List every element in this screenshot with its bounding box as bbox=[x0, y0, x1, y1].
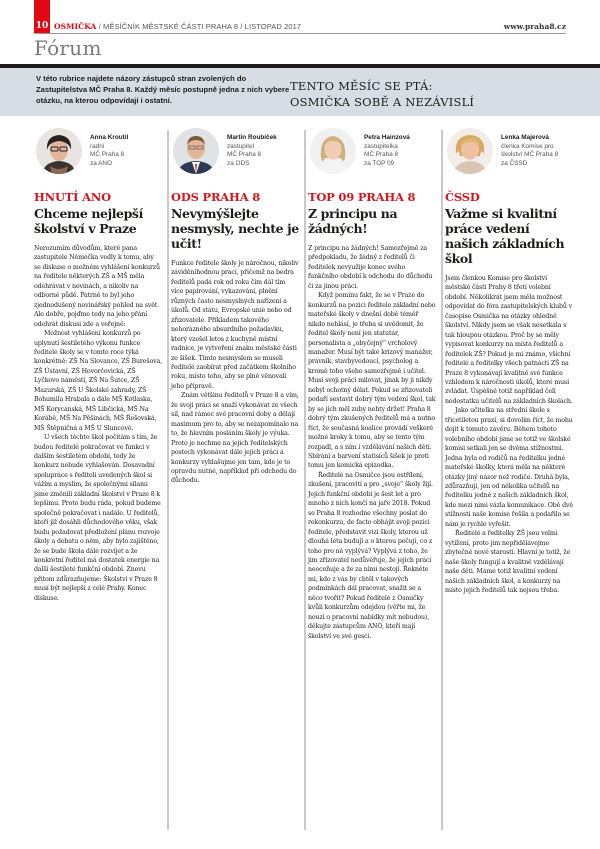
author-name: Anna Kroutil bbox=[90, 134, 129, 141]
author-block bbox=[34, 124, 162, 184]
opinion-column-top09 bbox=[308, 124, 436, 836]
author-photo-icon bbox=[310, 128, 356, 174]
party-name: ČSSD bbox=[445, 190, 480, 204]
paragraph: U všech těchto škol počítám s tím, že budou ředitelé pokračovat ve funkci v dalším šestiletém období, tedy že konkurz nebude vyhlašován. Dosavadní spolupráce s řediteli uvedených škol si vážím a myslím, že společnými silami jsme změnili základní školství v Praze 8 k lepšímu. Proto budu ráda, pokud budeme společně pokračovat i nadále. U ředitelů, kteří již dosáhli důchodového věku, však budu požadovat předložení plánu rozvoje školy a debatu o něm, aby bylo zajištěno, že se bude škola dále rozvíjet a že konkrétní ředitel má dostatek energie na další šestileté funkční období. Znovu přitom zdůrazňujeme: Školství v Praze 8 musí být nejlepší z celé Prahy. Konec diskuse. bbox=[34, 434, 161, 602]
author-role: zastupitel bbox=[227, 142, 254, 150]
publication-subtitle: / MĚSÍČNÍK MĚSTSKÉ ČÁSTI PRAHA 8 / LISTOPAD 2017 bbox=[96, 22, 302, 31]
question-topic: OSMIČKA SOBĚ A NEZÁVISLÍ bbox=[290, 95, 475, 109]
author-photo-icon bbox=[36, 128, 82, 174]
monthly-question bbox=[290, 78, 474, 110]
author-info bbox=[364, 134, 410, 168]
article-headline: Važme si kvalitní práce vedení našich základních škol bbox=[445, 206, 565, 266]
paragraph: Nerozumím důvodům, které pana zastupitele Němečka vedly k tomu, aby se diskuse o možném vyhlášení konkurzů na ředitele některých ZŠ a MŠ měla odehrávat v novinách, a nikoliv na odborné půdě. Patrně to byl jeho zjednodušený novinářský pohled na svět. Ale dobře, pojďme tedy na jeho přání odehrát diskusi zde a veřejně: bbox=[34, 245, 160, 328]
article-body bbox=[34, 244, 162, 603]
paragraph: Ředitelé a ředitelky ZŠ jsou velmi vytížení, proto jim nepřidělávejme zbytečně nové starosti. Hlavní je totiž, že naše školy fungují a kvalitně vzdělávají naše děti. Máme totiž kvalitní vedení našich základních škol, a konkurzy na místo jejich ředitelů tak nejsou třeba. bbox=[445, 530, 571, 594]
header-divider bbox=[34, 33, 566, 34]
intro-box bbox=[0, 64, 600, 116]
brand-name: OSMIČKA bbox=[54, 22, 97, 31]
section-title: Fórum bbox=[34, 36, 102, 60]
avatar bbox=[447, 128, 493, 174]
publication-line bbox=[54, 22, 301, 31]
author-name: Petra Hainzová bbox=[364, 134, 410, 141]
party-name: ODS PRAHA 8 bbox=[171, 190, 261, 204]
author-info bbox=[227, 134, 277, 168]
paragraph: Jako učitelka na střední škole s třicetiletou praxí, si dovolím říct, že mohu dojít k tomuto závěru. Během tohoto volebního období jsme se totiž ve školské komisi setkali jen se dvěma stížnostmi. Jedna byla od rodičů na ředitelku jedné mateřské školky, která měla na některé otázky jiný názor než rodiče. Druhá byla, zdůrazňuji, jen od několika učitelů na ředitelku jedné z našich základních škol, kde mezi nimi vázla komunikace. Obě dvě stížnosti naše komise řešila a podařilo se nám je rychle vyřešit. bbox=[445, 407, 573, 528]
page-number: 10 bbox=[34, 0, 50, 33]
paragraph: Funkce ředitele školy je náročnou, nikoliv záviděníhodnou prací, přičemž na bedra ředitelů padá rok od roku čím dál tím více papírování, vykazování, plnění různých často nesmyslných nařízení a úkolů. Od státu, Evropské unie nebo od zřizovatele. Příkladem takového nehorázného absurdního požadavku, který vzešel letos z kuchyně místní radnice, je vytvoření znaku městské části ze šišek. Tímto nesmyslem se museli ředitelé zaobírat před začátkem školního roku, místo toho, aby se plně věnovali jeho přípravě. bbox=[171, 260, 299, 390]
column-divider bbox=[304, 130, 306, 830]
page-header bbox=[0, 0, 600, 33]
author-block bbox=[308, 124, 436, 184]
opinion-columns bbox=[34, 124, 574, 839]
author-block bbox=[445, 124, 573, 184]
author-party: za ČSSD bbox=[501, 159, 528, 167]
article-headline: Z principu na žádných! bbox=[308, 206, 398, 236]
article-body bbox=[308, 244, 436, 641]
avatar bbox=[310, 128, 356, 174]
question-label: TENTO MĚSÍC SE PTÁ: bbox=[290, 79, 433, 93]
author-photo-icon bbox=[447, 128, 493, 174]
article-body bbox=[171, 259, 299, 486]
party-name: HNUTÍ ANO bbox=[34, 190, 111, 204]
avatar bbox=[173, 128, 219, 174]
avatar bbox=[36, 128, 82, 174]
author-role: členka Komise pro bbox=[501, 142, 554, 150]
paragraph: Jsem členkou Komise pro školství městské části Prahy 8 třetí volební období. Několikrát jsem měla možnost odpovídat do fóra zastupitelských klubů v časopise Osmička na otázky ohledně školství. Nikdy jsem se však nesetkala s tak hloupou otázkou. Proč by se měly vypisovat konkurzy na místa ředitelů a ředitelek ZŠ? Pokud je mi známo, všichni ředitelé a ředitelky všech patnácti ZŠ na Praze 8 vykonávají kvalitně své funkce vzhledem k náročnosti úkolů, které musí zvládat. Úspěšně totiž například čelí nedostatku učitelů na základních školách. bbox=[445, 275, 573, 405]
paragraph: Z principu na žádných! Samozřejmě za předpokladu, že žádný z ředitelů či ředitelek nevyužije konec svého funkčního období k odchodu do důchodu či za jinou práci. bbox=[308, 245, 433, 290]
website-url[interactable]: www.praha8.cz bbox=[503, 22, 566, 31]
author-info bbox=[501, 134, 558, 168]
author-district: školství MČ Praha 8 bbox=[501, 151, 559, 159]
paragraph: Ředitelé na Osmičce jsou ostřílení, zkušení, pracovití a pro „svoje“ školy žijí. Jejich funkční období je šest let a pro mnoho z nich končí na jaře 2018. Pokud se Praha 8 rozhodne všechny poslat do rekonkurzu, de facto obhájit svoji pozici ředitele, představit vizi školy, kterou už dlouhá léta budují a o kterou pečují, co z toho pro ně vyplývá? Vyplývá z toho, že jim zřizovatel nedůvěřuje, že jejich práci neoceňuje a že za nimi nestojí. Řekněte mi, kdo z vás by chtěl v takových podmínkách dál pracovat, snažit se a něco tvořit? Pokud ředitelé z Osmičky kvůli konkurzům odejdou (věřte mi, že nouzi o pracovní nabídky mít nebudou), děkujte zástupcům ANO, kteří mají školství ve své gesci. bbox=[308, 471, 433, 640]
author-district: MČ Praha 8 bbox=[364, 151, 399, 159]
author-party: za ANO bbox=[90, 159, 113, 167]
author-block bbox=[171, 124, 299, 184]
article-headline: Chceme nejlepší školství v Praze bbox=[34, 206, 143, 236]
party-name: TOP 09 PRAHA 8 bbox=[308, 190, 416, 204]
author-role: zastupitelka bbox=[364, 142, 398, 150]
opinion-column-cssd bbox=[445, 124, 573, 836]
author-district: MČ Praha 8 bbox=[90, 151, 125, 159]
paragraph: Znám většinu ředitelů v Praze 8 a vím, že svoji práci se snaží vykonávat ze všech sil, nad rámec své pracovní doby a dělají maximum pro to, aby se nezapomínalo na to, že hlavním posláním školy je výuka. Proto je nechme na jejich ředitelských postech vykonávat dále jejich práci a konkurzy vyhlašujme jen tam, kde je to opravdu nutné, například při odchodu do důchodu. bbox=[171, 392, 299, 485]
opinion-column-ods bbox=[171, 124, 299, 836]
author-name: Lenka Majerová bbox=[501, 134, 549, 141]
opinion-column-ano bbox=[34, 124, 162, 836]
intro-text: V této rubrice najdete názory zástupců stran zvolených do Zastupitelstva MČ Praha 8. Každý měsíc postupně jedna z nich vybere otázku, na kterou odpovídají i ostatní. bbox=[36, 74, 290, 105]
author-party: za ODS bbox=[227, 159, 250, 167]
author-info bbox=[90, 134, 128, 168]
author-name: Martin Roubíček bbox=[227, 134, 277, 141]
column-divider bbox=[167, 130, 169, 830]
article-headline: Nevymýšlejte nesmysly, nechte je učit! bbox=[171, 206, 299, 251]
article-body bbox=[445, 274, 573, 595]
author-party: za TOP 09 bbox=[364, 159, 395, 167]
author-district: MČ Praha 8 bbox=[227, 151, 262, 159]
column-divider bbox=[441, 130, 443, 830]
paragraph: Když pominu fakt, že se v Praze do konkurzů na pozici ředitele základní nebo mateřské školy v dnešní době téměř nikdo nehlásí, je třeba si uvědomit, že ředitel školy není jen statutár, personalista a „obyčejný“ vrcholový manažer. Musí být také krizový manažer, právník, stavbyvedoucí, psycholog a kromě toho všeho samozřejmě i učitel. Musí svoji práci milovat, jinak by ji nikdy nebyl ochotný dělat. Pokud se zřizovateli podaří sestavit dobrý tým vedení škol, tak by se jich měl zuby nehty držet! Praha 8 dobrý tým zkušených ředitelů má a nutno říct, že současná koalice provádí veškeré možné kroky k tomu, aby se tento tým rozpadl, a s ním i vzdělávání našich dětí. Sbírání a barvení statisíců šišek je proti tomu jen komická epizodka. bbox=[308, 292, 436, 470]
author-role: radní bbox=[90, 142, 105, 150]
paragraph: Možnost vyhlášení konkurzů po uplynutí šestiletého výkonu funkce ředitele školy se v tomto roce týká konkrétně: ZŠ Na Slovance, ZŠ Burešova, ZŠ Ústavní, ZŠ Hovorčovická, ZŠ Lyčkovo náměstí, ZŠ Na Šutce, ZŠ Mazurská, ZŠ U Školské zahrady, ZŠ Bohumila Hrabala a dále MŠ Kotlaska, MŠ Korycanská, MŠ Libčická, MŠ Na Korábě, MŠ Na Pěšinách, MŠ Řešovská, MŠ Štěpničná a MŠ U Sluncové. bbox=[34, 330, 162, 432]
author-photo-icon bbox=[173, 128, 219, 174]
